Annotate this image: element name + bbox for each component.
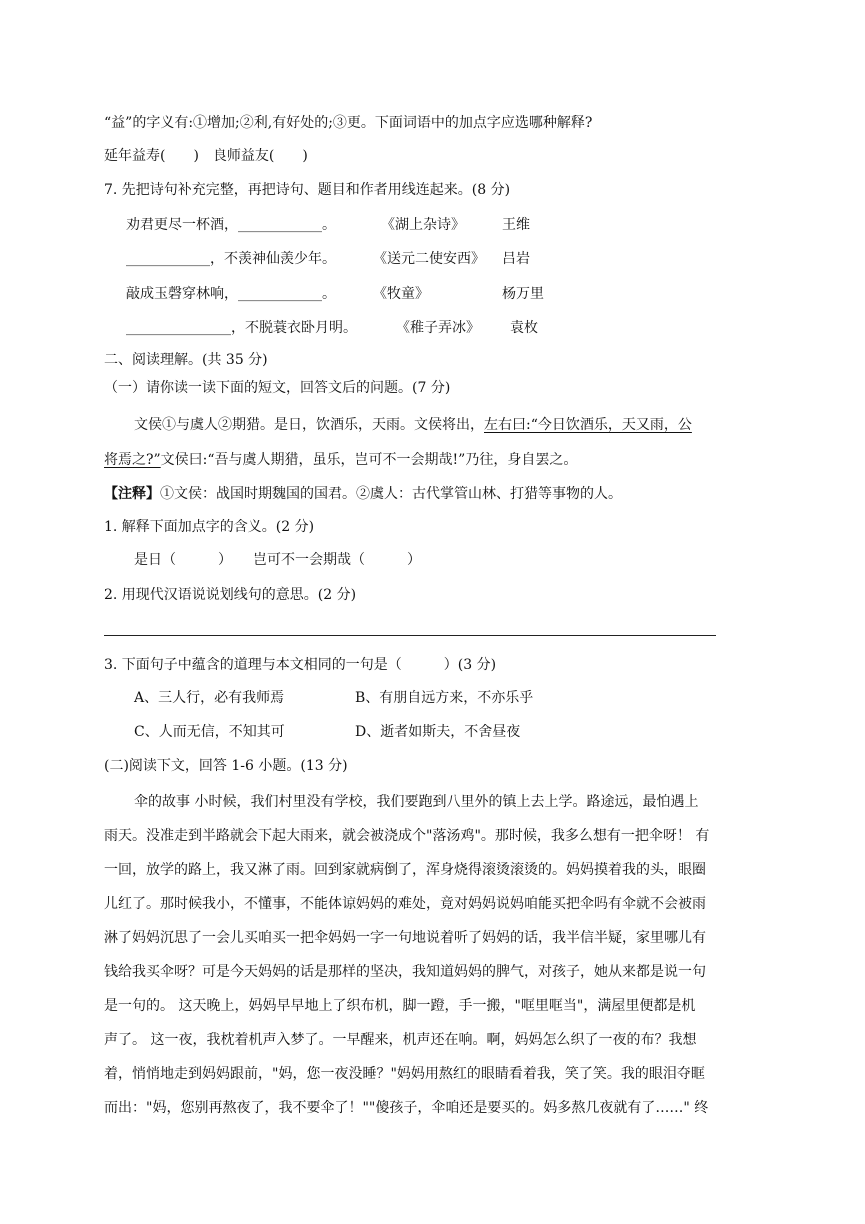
- story-line-4: 儿红了。那时候我小，不懂事，不能体谅妈妈的难处，竟对妈妈说妈咱能买把伞吗有伞就不会被雨: [104, 896, 706, 912]
- passage-underlined-2: 将焉之?”: [104, 452, 161, 468]
- passage-text-a: 文侯①与虞人②期猎。是日，饮酒乐，天雨。文侯将出，: [134, 417, 484, 433]
- part2-intro: (二)阅读下文，回答 1-6 小题。(13 分): [104, 758, 348, 774]
- passage-line-2: [104, 450, 577, 470]
- q7-verse-1: 劝君更尽一杯酒，____________。: [126, 217, 336, 233]
- q6-stem: “益”的字义有:①增加;②利,有好处的;③更。下面词语中的加点字应选哪种解释?: [104, 115, 593, 131]
- part1-q1-blanks: 是日（ ） 岂可不一会期哉（ ）: [134, 552, 421, 568]
- part1-intro: （一）请你读一读下面的短文，回答文后的问题。(7 分): [104, 380, 451, 396]
- story-line-2: 雨天。没准走到半路就会下起大雨来，就会被浇成个"落汤鸡"。那时候，我多么想有一把伞呀！ 有: [104, 828, 710, 844]
- q7-title: 7. 先把诗句补充完整，再把诗句、题目和作者用线连起来。(8 分): [104, 182, 511, 198]
- story-line-8: 声了。 这一夜，我枕着机声入梦了。一早醒来，机声还在响。啊，妈妈怎么织了一夜的布？我想: [104, 1032, 697, 1048]
- part1-q1: 1. 解释下面加点字的含义。(2 分): [104, 519, 315, 535]
- answer-line: [104, 635, 716, 636]
- part1-q3: 3. 下面句子中蕴含的道理与本文相同的一句是（ ）(3 分): [104, 657, 497, 673]
- q7-author-2: 吕岩: [502, 251, 530, 267]
- passage-text-b: 文侯曰:“吾与虞人期猎，虽乐，岂可不一会期哉!”乃往，身自罢之。: [160, 452, 578, 468]
- note-label: 【注释】: [104, 486, 160, 502]
- story-line-9: 着，悄悄地走到妈妈跟前，"妈，您一夜没睡？"妈妈用熬红的眼睛看着我，笑了笑。我的眼泪夺眶: [104, 1066, 705, 1082]
- q7-author-4: 袁枚: [510, 320, 538, 336]
- note-text: ①文侯：战国时期魏国的国君。②虞人：古代掌管山林、打猎等事物的人。: [160, 486, 622, 502]
- option-d: D、逝者如斯夫，不舍昼夜: [355, 724, 521, 740]
- option-b: B、有朋自远方来，不亦乐乎: [355, 690, 534, 706]
- q7-verse-4: _______________，不脱蓑衣卧月明。: [126, 320, 357, 336]
- q7-author-1: 王维: [502, 217, 530, 233]
- note-line: [104, 484, 622, 504]
- option-c: C、人而无信，不知其可: [134, 724, 285, 740]
- passage-underlined-1: 左右曰:“今日饮酒乐，天又雨，公: [484, 417, 692, 433]
- section2-heading: 二、阅读理解。(共 35 分): [104, 352, 268, 368]
- story-line-5: 淋了妈妈沉思了一会儿买咱买一把伞妈妈一字一句地说着听了妈妈的话，我半信半疑，家里哪儿有: [104, 930, 706, 946]
- option-a: A、三人行，必有我师焉: [134, 690, 285, 706]
- q6-blanks: 延年益寿( ) 良师益友( ): [104, 148, 308, 164]
- q7-poem-2: 《送元二使安西》: [373, 251, 485, 267]
- story-line-1: 伞的故事 小时候，我们村里没有学校，我们要跑到八里外的镇上去上学。路途远，最怕遇上: [134, 794, 699, 810]
- q7-verse-3: 敲成玉磬穿林响，____________。: [126, 286, 336, 302]
- passage-line-1: [134, 415, 692, 435]
- story-line-10: 而出："妈，您别再熬夜了，我不要伞了！""傻孩子，伞咱还是要买的。妈多熬几夜就有了……" 终: [104, 1100, 709, 1116]
- q7-author-3: 杨万里: [502, 286, 544, 302]
- story-line-3: 一回，放学的路上，我又淋了雨。回到家就病倒了，浑身烧得滚烫滚烫的。妈妈摸着我的头，眼圈: [104, 862, 706, 878]
- q7-poem-4: 《稚子弄冰》: [396, 320, 480, 336]
- q7-poem-3: 《牧童》: [373, 286, 429, 302]
- story-line-6: 钱给我买伞呀？可是今天妈妈的话是那样的坚决，我知道妈妈的脾气，对孩子，她从来都是说一句: [104, 964, 706, 980]
- q7-verse-2: ____________，不羡神仙羡少年。: [126, 251, 336, 267]
- story-line-7: 是一句的。 这天晚上，妈妈早早地上了织布机，脚一蹬，手一搬，"哐里哐当"，满屋里便都是机: [104, 998, 696, 1014]
- q7-poem-1: 《湖上杂诗》: [381, 217, 465, 233]
- part1-q2: 2. 用现代汉语说说划线句的意思。(2 分): [104, 587, 357, 603]
